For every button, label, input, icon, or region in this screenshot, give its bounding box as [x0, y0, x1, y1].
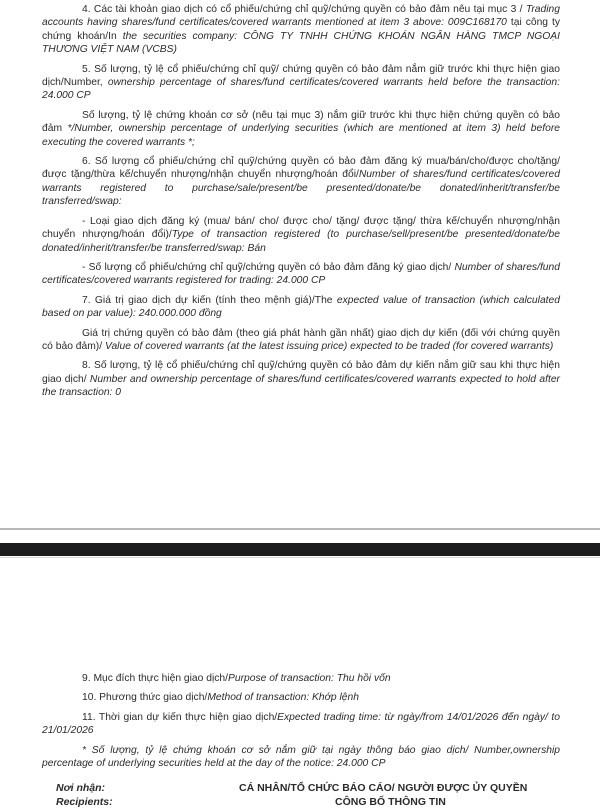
item-7: 7. Giá trị giao dịch dự kiến (tính theo mệnh giá)/The expected value of transaction (which calculated based on par value): 240.000.000 đồng: [42, 294, 560, 320]
item-11: 11. Thời gian dự kiến thực hiện giao dịch/Expected trading time: từ ngày/from 14/01/2026 đến ngày/ to 21/01/2026: [42, 711, 560, 737]
account-number: 009C168170: [447, 17, 507, 29]
recipients-label: Nơi nhận:: [56, 782, 106, 794]
item-9: 9. Mục đích thực hiện giao dịch/Purpose of transaction: Thu hồi vốn: [82, 673, 391, 684]
item-8: 8. Số lượng, tỷ lệ cổ phiếu/chứng chỉ quỹ/chứng quyền có bảo đảm dự kiến nắm giữ sau khi thực hiện giao dịch/ Number and ownership percentage of shares/fund certificates/covered warrants expected to hold after the transaction: 0: [42, 360, 560, 399]
item-6-type: - Loại giao dịch đăng ký (mua/ bán/ cho/ được cho/ tặng/ được tặng/ thừa kế/chuyển nhượng/nhận chuyển nhượng/hoán đổi)/Type of transaction registered (to purchase/sell/present/be presented/donate/be donated/inherit/transfer/be transferred/swap: Bán: [42, 215, 560, 254]
item-4: 4. Các tài khoản giao dịch có cổ phiếu/chứng chỉ quỹ/chứng quyền có bảo đảm nêu tại mục 3 / Trading accounts having shares/fund certificates/covered warrants mentioned at item 3 above: 009C168170 tại công ty chứng khoán/In the securities company: CÔNG TY TNHH CHỨNG KHOÁN NGÂN HÀNG TMCP NGOẠI THƯƠNG VIỆT NAM (VCBS): [42, 4, 561, 56]
item-5-underlying: Số lượng, tỷ lệ chứng khoán cơ sở (nêu tại mục 3) nắm giữ trước khi thực hiện chứng quyền có bảo đảm */Number, ownership percentage of underlying securities (which are mentioned at item 3) held before executing the covered warrants *;: [42, 109, 560, 148]
page-break-band: [0, 543, 600, 556]
item-6: 6. Số lượng cổ phiếu/chứng chỉ quỹ/chứng quyền có bảo đảm đăng ký mua/bán/cho/được cho/tặng/được tặng/thừa kế/chuyển nhượng/nhận chuyển nhượng/hoán đổi/Number of shares/fund certificates/covered warrants registered to purchase/sale/present/be presented/donate/be donated/inherit/transfer/be transferred/swap:: [42, 156, 560, 208]
signature-block: [0, 780, 600, 808]
document-page-bottom: [42, 672, 560, 776]
underlying-note: * Số lượng, tỷ lệ chứng khoán cơ sở nắm giữ tại ngày thông báo giao dịch/ Number,ownership percentage of underlying securities held at the day of the notice: 24.000 CP: [42, 744, 560, 770]
recipients-label-en: Recipients:: [56, 796, 113, 808]
page-edge-line: [0, 528, 600, 530]
item-10: 10. Phương thức giao dịch/Method of transaction: Khớp lệnh: [82, 692, 359, 704]
signer-title: CÁ NHÂN/TỔ CHỨC BÁO CÁO/ NGƯỜI ĐƯỢC ỦY QUYỀN: [239, 782, 528, 794]
item-6-quantity: - Số lượng cổ phiếu/chứng chỉ quỹ/chứng quyền có bảo đảm đăng ký giao dịch/ Number of shares/fund certificates/covered warrants registered for trading: 24.000 CP: [42, 261, 560, 287]
item-7-covered-warrants: Giá trị chứng quyền có bảo đảm (theo giá phát hành gần nhất) giao dịch dự kiến (đối với chứng quyền có bảo đảm)/ Value of covered warrants (at the latest issuing price) expected to be traded (for covered warrants): [42, 327, 560, 352]
signer-title-2: CÔNG BỐ THÔNG TIN: [335, 796, 446, 808]
document-page-top: [42, 3, 560, 406]
page-edge-line-bottom: [0, 557, 600, 558]
item-5: 5. Số lượng, tỷ lệ cổ phiếu/chứng chỉ quỹ/ chứng quyền có bảo đảm nắm giữ trước khi thực hiện giao dịch/Number, ownership percentage of shares/fund certificates/covered warrants held before the transaction: 24.000 CP: [42, 63, 560, 102]
